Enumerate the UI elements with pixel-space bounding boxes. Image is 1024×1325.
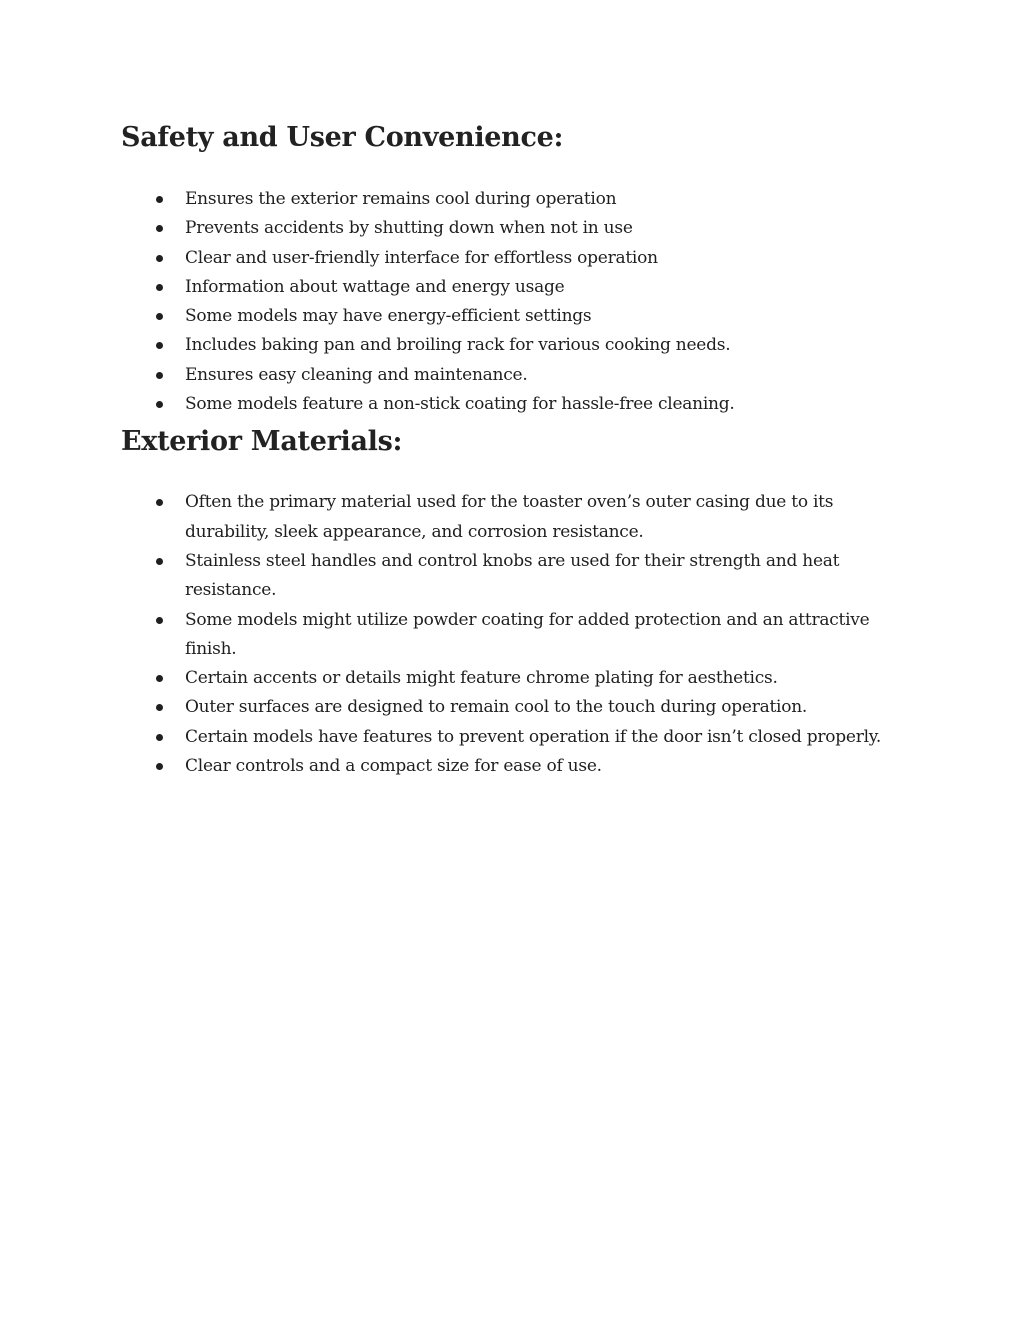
list-item-text: Ensures easy cleaning and maintenance. — [185, 364, 528, 385]
list-item — [121, 693, 901, 722]
bullet-icon — [156, 342, 163, 349]
bullet-icon — [156, 499, 163, 506]
list-item-text: Clear and user-friendly interface for effortless operation — [185, 247, 658, 268]
bullet-icon — [156, 401, 163, 408]
list-item-text: Clear controls and a compact size for ease of use. — [185, 756, 602, 777]
list-item — [121, 390, 901, 419]
list-item-text: Often the primary material used for the toaster oven’s outer casing due to its durability, sleek appearance, and corrosion resistance. — [185, 492, 834, 542]
bullet-list — [121, 488, 901, 781]
list-item — [121, 361, 901, 390]
list-item-text: Information about wattage and energy usage — [185, 276, 565, 297]
list-item — [121, 302, 901, 331]
list-item — [121, 185, 901, 214]
bullet-icon — [156, 372, 163, 379]
list-item-text: Some models might utilize powder coating for added protection and an attractive finish. — [185, 609, 870, 659]
bullet-icon — [156, 558, 163, 565]
list-item — [121, 214, 901, 243]
list-item — [121, 752, 901, 781]
list-item-text: Some models feature a non-stick coating for hassle-free cleaning. — [185, 394, 735, 415]
list-item — [121, 606, 901, 665]
list-item — [121, 723, 901, 752]
bullet-icon — [156, 225, 163, 232]
list-item-text: Stainless steel handles and control knobs are used for their strength and heat resistance. — [185, 550, 840, 601]
bullet-icon — [156, 313, 163, 320]
list-item — [121, 488, 901, 547]
list-item — [121, 331, 901, 360]
list-item — [121, 244, 901, 273]
bullet-list — [121, 185, 901, 419]
bullet-icon — [156, 284, 163, 291]
bullet-icon — [156, 617, 163, 624]
section-heading: Safety and User Convenience: — [121, 122, 564, 153]
list-item-text: Outer surfaces are designed to remain cool to the touch during operation. — [185, 697, 808, 718]
list-item-text: Certain accents or details might feature chrome plating for aesthetics. — [185, 668, 778, 689]
list-item-text: Some models may have energy-efficient settings — [185, 306, 592, 327]
list-item — [121, 273, 901, 302]
list-item-text: Prevents accidents by shutting down when not in use — [185, 218, 633, 239]
section-exterior-materials — [121, 422, 901, 781]
bullet-icon — [156, 675, 163, 682]
section-heading: Exterior Materials: — [121, 426, 403, 458]
list-item-text: Certain models have features to prevent operation if the door isn’t closed properly. — [185, 726, 882, 747]
section-safety-user-convenience — [121, 118, 901, 419]
bullet-icon — [156, 704, 163, 711]
bullet-icon — [156, 255, 163, 262]
bullet-icon — [156, 734, 163, 741]
document-content — [121, 118, 901, 781]
list-item — [121, 547, 901, 606]
list-item-text: Includes baking pan and broiling rack for various cooking needs. — [185, 335, 731, 356]
bullet-icon — [156, 196, 163, 203]
list-item-text: Ensures the exterior remains cool during operation — [185, 189, 617, 209]
list-item — [121, 664, 901, 693]
bullet-icon — [156, 763, 163, 770]
